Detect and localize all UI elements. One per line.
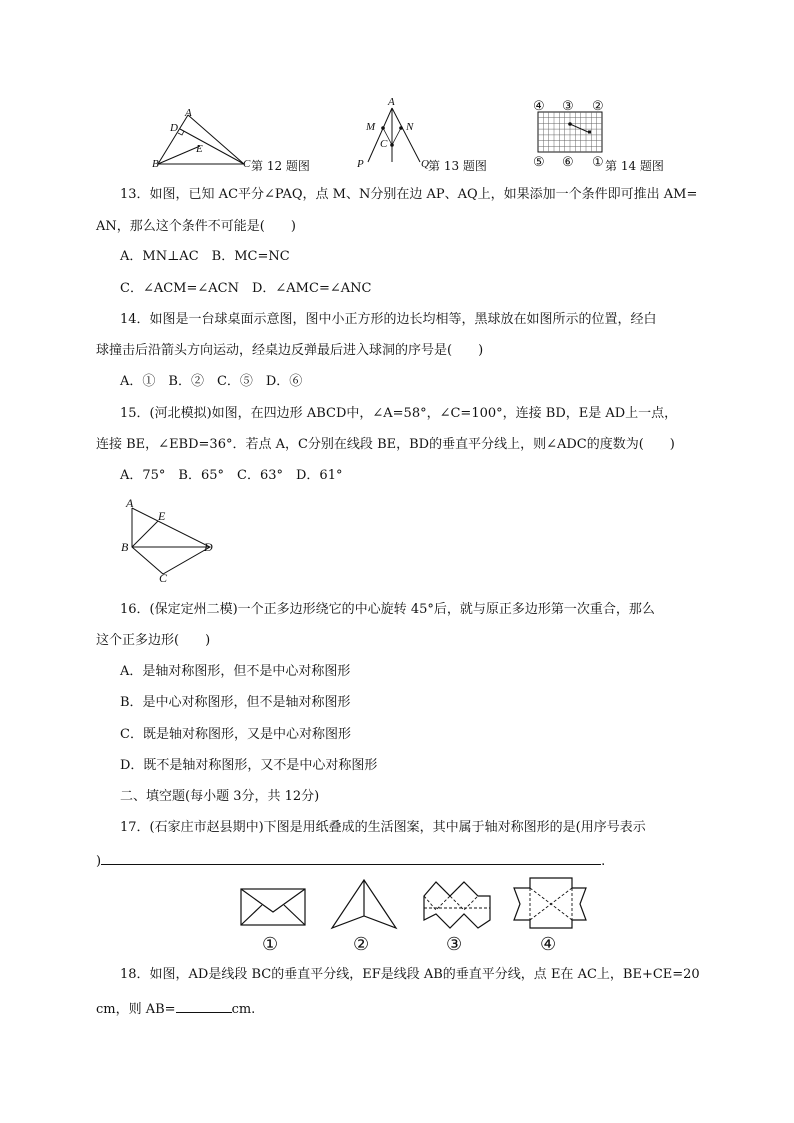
q15-line2: 连接 BE，∠EBD=36°．若点 A，C分别在线段 BE，BD的垂直平分线上，则∠ADC的度数为( ) — [96, 437, 675, 452]
fig13-label-C: C — [380, 138, 388, 150]
fig15-label-B: B — [121, 540, 129, 554]
fig12-label-D: D — [170, 122, 178, 134]
fig15-label-E: E — [158, 509, 166, 523]
hole-1: ① — [592, 155, 604, 170]
q15-options: A．75° B．65° C．63° D．61° — [120, 468, 343, 483]
q17-answer-blank[interactable] — [101, 850, 601, 865]
q13-options-cd: C．∠ACM=∠ACN D．∠AMC=∠ANC — [120, 281, 372, 296]
fig13-label-N: N — [406, 121, 414, 133]
q17-period: . — [601, 854, 606, 869]
q18-unit: cm. — [231, 1002, 256, 1017]
q17-paren: ) — [96, 854, 102, 869]
fig15-label-D: D — [204, 540, 213, 554]
q18-answer-blank[interactable] — [176, 998, 232, 1013]
q15-line1: 15．(河北模拟)如图，在四边形 ABCD中，∠A=58°，∠C=100°，连接 BD，E是 AD上一点， — [120, 406, 678, 421]
fig17-plane — [330, 878, 398, 930]
fig12-label-B: B — [152, 158, 159, 170]
fig14-caption: 第 14 题图 — [605, 159, 664, 173]
fig13-label-M: M — [366, 121, 376, 133]
fig12-label-A: A — [185, 107, 192, 119]
q14-line1: 14．如图是一台球桌面示意图，图中小正方形的边长均相等，黑球放在如图所示的位置，经白 — [120, 312, 657, 327]
q18-prefix: cm，则 AB= — [96, 1002, 176, 1017]
hole-6: ⑥ — [562, 155, 574, 170]
section-2-heading: 二、填空题(每小题 3分，共 12分) — [120, 789, 320, 804]
q18-line2 — [96, 998, 255, 1019]
fig17-label-2: ② — [353, 934, 370, 955]
q18-line1: 18．如图，AD是线段 BC的垂直平分线，EF是线段 AB的垂直平分线，点 E在 AC上，BE+CE=20 — [120, 967, 700, 982]
figure-12-drawing — [150, 108, 250, 168]
figure-14-grid — [538, 112, 602, 152]
fig13-caption: 第 13 题图 — [428, 159, 487, 173]
q13-line2: AN，那么这个条件不可能是( ) — [96, 219, 296, 234]
fig15-label-A: A — [126, 496, 134, 510]
q13-line1: 13．如图，已知 AC平分∠PAQ，点 M、N分别在边 AP、AQ上，如果添加一个条件即可推出 AM= — [120, 187, 698, 202]
hole-3: ③ — [562, 99, 574, 114]
hole-5: ⑤ — [533, 155, 545, 170]
q16-line1: 16．(保定定州二模)一个正多边形绕它的中心旋转 45°后，就与原正多边形第一次重合，那么 — [120, 602, 655, 617]
fig13-label-P: P — [357, 158, 364, 170]
fig12-label-E: E — [196, 143, 203, 155]
hole-2: ② — [592, 99, 604, 114]
q14-line2: 球撞击后沿箭头方向运动，经桌边反弹最后进入球洞的序号是( ) — [96, 343, 484, 358]
hole-4: ④ — [533, 99, 545, 114]
figure-13-drawing — [360, 100, 430, 170]
fig13-label-Q: Q — [421, 158, 429, 170]
fig15-label-C: C — [159, 571, 168, 585]
q16-option-a: A．是轴对称图形，但不是中心对称图形 — [120, 664, 351, 679]
fig17-fold-3 — [418, 878, 496, 930]
q16-option-d: D．既不是轴对称图形，又不是中心对称图形 — [120, 758, 378, 773]
q16-option-c: C．既是轴对称图形，又是中心对称图形 — [120, 727, 351, 742]
q13-options-ab: A．MN⊥AC B．MC=NC — [120, 249, 290, 264]
fig17-label-1: ① — [262, 934, 279, 955]
fig17-label-3: ③ — [446, 934, 463, 955]
fig17-fold-4 — [510, 874, 590, 932]
fig12-caption: 第 12 题图 — [251, 159, 310, 173]
fig17-envelope — [240, 888, 306, 926]
q14-options: A．① B．② C．⑤ D．⑥ — [120, 374, 303, 389]
fig13-label-A: A — [388, 96, 395, 108]
fig12-label-C: C — [243, 158, 251, 170]
q16-line2: 这个正多边形( ) — [96, 633, 211, 648]
q16-option-b: B．是中心对称图形，但不是轴对称图形 — [120, 695, 351, 710]
fig17-label-4: ④ — [540, 934, 557, 955]
q17-line2 — [96, 850, 605, 871]
q17-line1: 17．(石家庄市赵县期中)下图是用纸叠成的生活图案，其中属于轴对称图形的是(用序号表示 — [120, 820, 646, 835]
